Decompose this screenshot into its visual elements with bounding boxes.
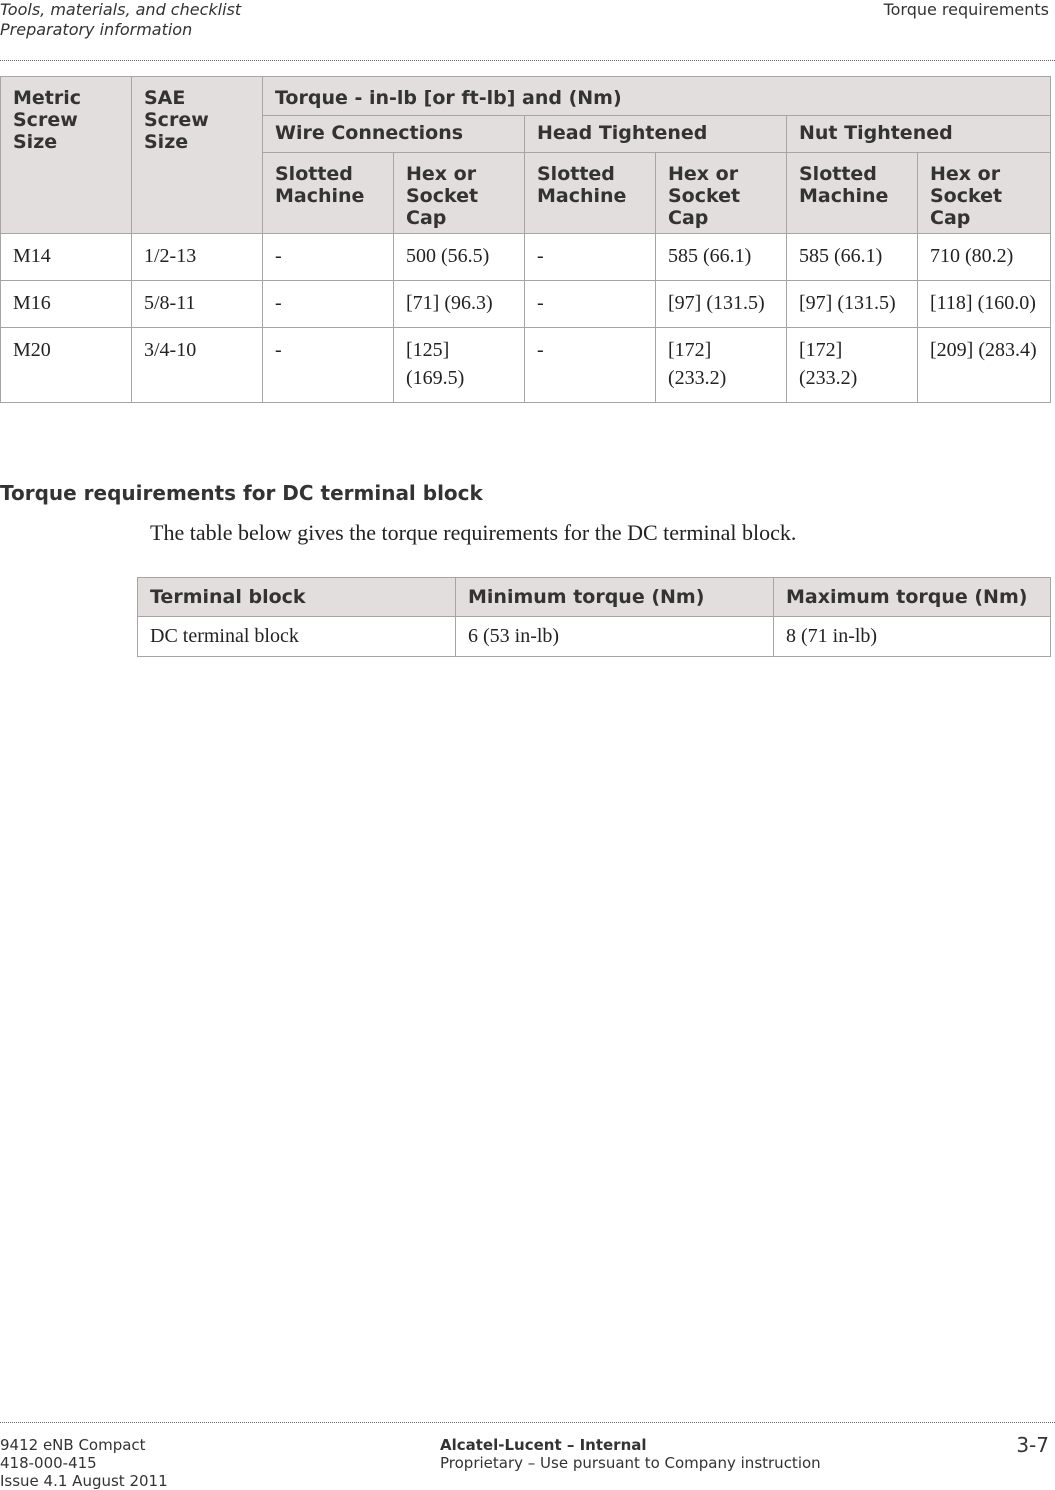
intro-paragraph: The table below gives the torque requirements for the DC terminal block. bbox=[150, 520, 797, 545]
section-name: Preparatory information bbox=[0, 20, 193, 39]
table-cell: - bbox=[525, 234, 656, 281]
proprietary-notice: Proprietary – Use pursuant to Company instruction bbox=[440, 1454, 821, 1472]
subheader-slotted-machine: Slotted Machine bbox=[787, 153, 918, 234]
header-metric-screw-size: Metric Screw Size bbox=[1, 77, 132, 234]
product-name: 9412 eNB Compact bbox=[0, 1436, 146, 1454]
subheader-hex-socket-cap: Hex or Socket Cap bbox=[656, 153, 787, 234]
table-cell: M20 bbox=[1, 328, 132, 403]
table-cell: [172] (233.2) bbox=[656, 328, 787, 403]
table-cell: [125] (169.5) bbox=[394, 328, 525, 403]
subheader-hex-socket-cap: Hex or Socket Cap bbox=[394, 153, 525, 234]
section-heading: Torque requirements for DC terminal block bbox=[0, 481, 483, 505]
issue-date: Issue 4.1 August 2011 bbox=[0, 1472, 168, 1490]
table-cell: - bbox=[263, 281, 394, 328]
table-cell: M14 bbox=[1, 234, 132, 281]
doc-number: 418-000-415 bbox=[0, 1454, 97, 1472]
page-number: 3-7 bbox=[1016, 1433, 1049, 1457]
table-cell: [118] (160.0) bbox=[918, 281, 1051, 328]
header-divider bbox=[0, 60, 1055, 61]
table-cell: M16 bbox=[1, 281, 132, 328]
header-terminal-block: Terminal block bbox=[138, 578, 456, 617]
table-cell: 3/4-10 bbox=[132, 328, 263, 403]
table-cell: 5/8-11 bbox=[132, 281, 263, 328]
table-cell: [97] (131.5) bbox=[787, 281, 918, 328]
table-cell: - bbox=[525, 281, 656, 328]
footer-divider bbox=[0, 1422, 1055, 1423]
header-wire-connections: Wire Connections bbox=[263, 116, 525, 153]
table-cell: [172] (233.2) bbox=[787, 328, 918, 403]
footer-left bbox=[0, 1436, 168, 1490]
header-head-tightened: Head Tightened bbox=[525, 116, 787, 153]
table-row bbox=[1, 281, 1051, 328]
table-cell: 8 (71 in-lb) bbox=[774, 617, 1051, 657]
subheader-slotted-machine: Slotted Machine bbox=[525, 153, 656, 234]
chapter-title: Tools, materials, and checklist bbox=[0, 0, 242, 19]
header-nut-tightened: Nut Tightened bbox=[787, 116, 1051, 153]
table-cell: 585 (66.1) bbox=[787, 234, 918, 281]
table-row bbox=[1, 328, 1051, 403]
table-cell: [71] (96.3) bbox=[394, 281, 525, 328]
table-cell: DC terminal block bbox=[138, 617, 456, 657]
header-torque: Torque - in-lb [or ft-lb] and (Nm) bbox=[263, 77, 1051, 116]
table-cell: 585 (66.1) bbox=[656, 234, 787, 281]
header-minimum-torque: Minimum torque (Nm) bbox=[456, 578, 774, 617]
subheader-slotted-machine: Slotted Machine bbox=[263, 153, 394, 234]
table-cell: 1/2-13 bbox=[132, 234, 263, 281]
table-cell: - bbox=[263, 234, 394, 281]
table-row bbox=[1, 234, 1051, 281]
torque-table bbox=[0, 76, 1051, 403]
header-maximum-torque: Maximum torque (Nm) bbox=[774, 578, 1051, 617]
table-cell: - bbox=[263, 328, 394, 403]
table-row bbox=[138, 617, 1051, 657]
table-cell: [97] (131.5) bbox=[656, 281, 787, 328]
dc-terminal-table bbox=[137, 577, 1051, 657]
table-cell: 500 (56.5) bbox=[394, 234, 525, 281]
running-header-right: Torque requirements bbox=[883, 0, 1049, 19]
header-sae-screw-size: SAE Screw Size bbox=[132, 77, 263, 234]
table-cell: 710 (80.2) bbox=[918, 234, 1051, 281]
company-notice: Alcatel-Lucent – Internal bbox=[440, 1436, 647, 1454]
table-cell: 6 (53 in-lb) bbox=[456, 617, 774, 657]
table-cell: [209] (283.4) bbox=[918, 328, 1051, 403]
subheader-hex-socket-cap: Hex or Socket Cap bbox=[918, 153, 1051, 234]
table-cell: - bbox=[525, 328, 656, 403]
footer-center bbox=[440, 1436, 821, 1472]
running-header-left bbox=[0, 0, 241, 40]
